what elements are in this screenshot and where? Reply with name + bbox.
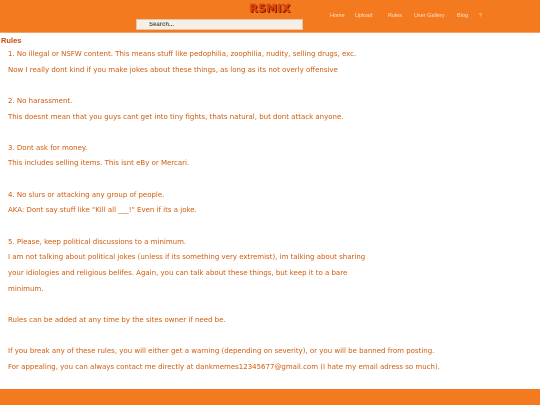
nav-user-gallery[interactable]: User Gallery: [414, 13, 445, 19]
rule-line: This includes selling items. This isnt eBy or Mercari.: [8, 159, 190, 167]
rule-line: AKA: Dont say stuff like "Kill all ___!" Even if its a joke.: [8, 206, 197, 214]
rule-line: your idiologies and religious belifes. Again, you can talk about these things, but keep it to a bare: [8, 269, 348, 277]
rule-line: 2. No harassment.: [8, 97, 73, 105]
nav-help[interactable]: ?: [479, 13, 483, 19]
search-input[interactable]: [149, 20, 299, 29]
search-box[interactable]: [136, 19, 303, 30]
nav-blog[interactable]: Blog: [457, 13, 469, 19]
nav-home[interactable]: Home: [330, 13, 345, 19]
site-logo[interactable]: R5MIX: [249, 1, 291, 15]
rule-line: I am not talking about political jokes (unless if its something very extremist), im talking about sharing: [8, 253, 366, 261]
rule-line: 3. Dont ask for money.: [8, 144, 88, 152]
top-nav-bar: [0, 0, 540, 32]
rule-line: minimum.: [8, 285, 44, 293]
footer-bar: [0, 389, 540, 405]
page-title: Rules: [1, 36, 22, 45]
rule-line: This doesnt mean that you guys cant get into tiny fights, thats natural, but dont attack anyone.: [8, 113, 344, 121]
rule-line: For appealing, you can always contact me directly at dankmemes12345677@gmail.com (I hate my email adress so much).: [8, 363, 440, 371]
nav-rules[interactable]: Rules: [388, 13, 403, 19]
rule-line: 5. Please, keep political discussions to a minimum.: [8, 238, 187, 246]
rule-line: 1. No illegal or NSFW content. This means stuff like pedophilia, zoophilia, nudity, selling drugs, exc.: [8, 50, 357, 58]
nav-upload[interactable]: Upload: [355, 13, 373, 19]
rule-line: Rules can be added at any time by the sites owner if need be.: [8, 316, 226, 324]
rule-line: 4. No slurs or attacking any group of people.: [8, 191, 165, 199]
header-divider: [0, 32, 540, 33]
rule-line: Now I really dont kind if you make jokes about these things, as long as its not overly offensive: [8, 66, 338, 74]
rule-line: If you break any of these rules, you will either get a warning (depending on severity), or you will be banned from posting.: [8, 347, 435, 355]
